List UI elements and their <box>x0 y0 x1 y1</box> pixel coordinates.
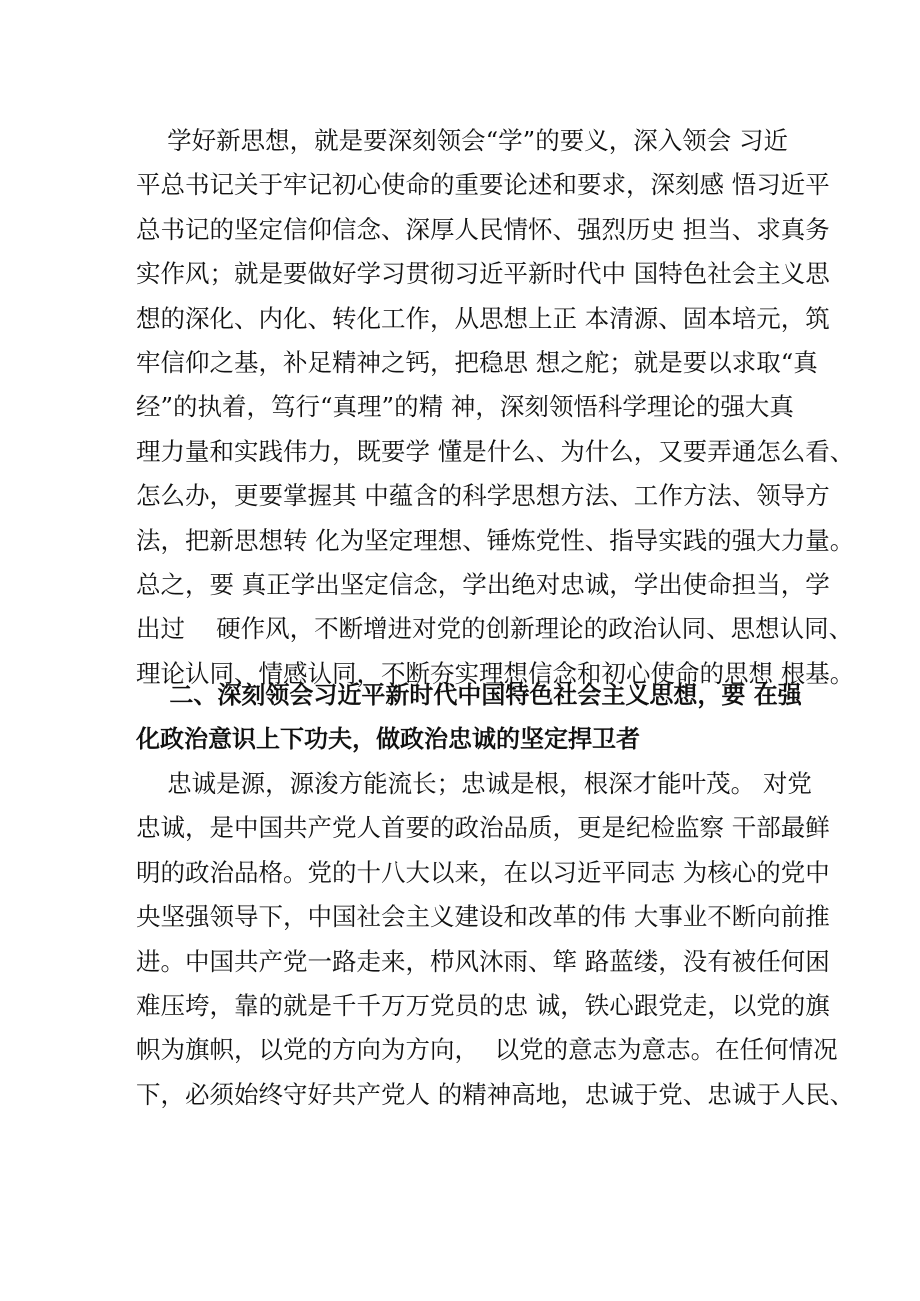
text-line: 进。中国共产党一路走来，栉风沐雨、筚 路蓝缕，没有被任何困 <box>136 946 830 976</box>
text-line: 学好新思想，就是要深刻领会“学”的要义，深入领会 习近 <box>136 126 788 155</box>
body-paragraph <box>136 119 855 696</box>
text-line: 实作风；就是要做好学习贯彻习近平新时代中 国特色社会主义思 <box>136 259 830 289</box>
text-line: 理论认同、情感认同，不断夯实理想信念和初心使命的思想 根基。 <box>136 658 855 688</box>
text-line: 怎么办，更要掌握其 中蕴含的科学思想方法、工作方法、领导方 <box>136 481 830 511</box>
text-line: 出过 硬作风，不断增进对党的创新理论的政治认同、思想认同、 <box>136 614 854 644</box>
section-heading <box>136 673 802 762</box>
text-line: 忠诚是源，源浚方能流长；忠诚是根，根深才能叶茂。 对党 <box>136 769 812 798</box>
text-line: 经”的执着，笃行“真理”的精 神，深刻领悟科学理论的强大真 <box>136 392 794 422</box>
text-line: 想的深化、内化、转化工作，从思想上正 本清源、固本培元，筑 <box>136 303 830 333</box>
text-line: 难压垮，靠的就是千千万万党员的忠 诚，铁心跟党走，以党的旗 <box>136 990 830 1020</box>
heading-line: 化政治意识上下功夫，做政治忠诚的坚定捍卫者 <box>136 725 640 754</box>
text-line: 帜为旗帜，以党的方向为方向， 以党的意志为意志。在任何情况 <box>136 1035 838 1065</box>
body-paragraph <box>136 762 855 1117</box>
text-line: 明的政治品格。党的十八大以来，在以习近平同志 为核心的党中 <box>136 857 830 887</box>
text-line: 总书记的坚定信仰信念、深厚人民情怀、强烈历史 担当、求真务 <box>136 214 830 244</box>
text-line: 理力量和实践伟力，既要学 懂是什么、为什么，又要弄通怎么看、 <box>136 436 855 466</box>
text-line: 平总书记关于牢记初心使命的重要论述和要求，深刻感 悟习近平 <box>136 170 830 200</box>
text-line: 央坚强领导下，中国社会主义建设和改革的伟 大事业不断向前推 <box>136 902 830 932</box>
text-line: 忠诚，是中国共产党人首要的政治品质，更是纪检监察 干部最鲜 <box>136 813 830 843</box>
heading-line: 二、深刻领会习近平新时代中国特色社会主义思想，要 在强 <box>136 681 802 709</box>
text-line: 法，把新思想转 化为坚定理想、锤炼党性、指导实践的强大力量。 <box>136 525 855 555</box>
text-line: 下，必须始终守好共产党人 的精神高地，忠诚于党、忠诚于人民、 <box>136 1079 855 1109</box>
text-line: 总之，要 真正学出坚定信念，学出绝对忠诚，学出使命担当，学 <box>136 569 830 599</box>
text-line: 牢信仰之基，补足精神之钙，把稳思 想之舵；就是要以求取“真 <box>136 347 818 377</box>
